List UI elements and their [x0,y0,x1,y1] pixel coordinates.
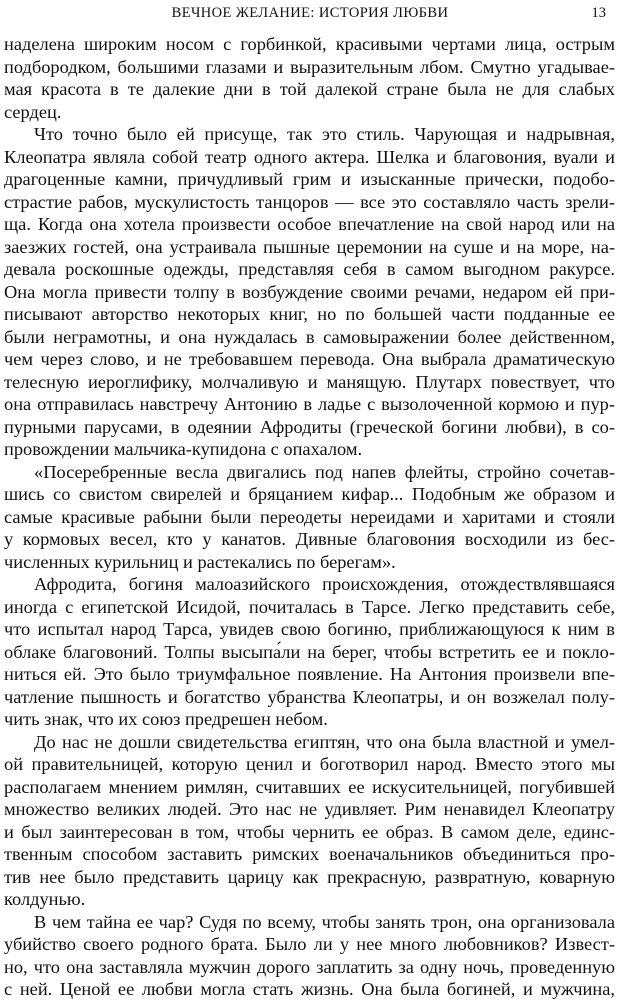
text-line: Афродита, богиня малоазийского происхождения, отождествлявшаяся [34,574,615,594]
text-line: твенным способом заставить римских военачальников объединиться про- [4,844,615,864]
text-line: были неграмотны, и она нуждалась в самовыражении более действенном, [4,326,615,347]
text-line: самые красивые рабыни были переодеты нереидами и харитами и стояли [4,506,615,527]
text-line: убийство своего родного брата. Было ли у нее много любовников? Извест- [4,934,615,954]
text-line: заезжих гостей, она устраивала пышные церемонии на суше и на море, на- [4,236,615,257]
text-line: множество великих людей. Это нас не удивляет. Рим ненавидел Клеопатру [4,799,615,819]
text-line: ой правительницей, которую ценил и боготворил народ. Вместо этого мы [4,754,615,774]
paragraph [4,123,615,461]
text-line: численных курильниц и растекались по берегам». [4,551,396,572]
text-line: иногда с египетской Исидой, почиталась в Тарсе. Легко представить себе, [4,596,615,617]
text-line: пурными парусами, в одеянии Афродиты (греческой богини любви), в со- [4,416,615,437]
text-line: страстие рабов, мускулистость танцоров — все это составляло часть зрели- [4,191,615,212]
body-text [4,33,615,1001]
text-line: что испытал народ Тарса, увидев свою богиню, приближающуюся к ним в [4,619,615,639]
text-line: драгоценные камни, причудливый грим и изысканные прически, подобо- [4,169,615,189]
text-line: тив нее было представить царицу как прекрасную, развратную, коварную [4,866,615,887]
text-line: сердец. [4,101,62,122]
text-line: девала роскошные одежды, представляя себя в самом выгодном ракурсе. [4,259,615,279]
text-line: До нас не дошли свидетельства египтян, что она была властной и умел- [34,731,615,752]
paragraph [4,911,615,1001]
text-line: наделена широким носом с горбинкой, красивыми чертами лица, острым [4,34,615,54]
text-line: подбородком, большими глазами и выразительным лбом. Смутно угадывае- [4,56,615,77]
paragraph [4,573,615,731]
text-line: чить знак, что их союз предрешен небом. [4,709,328,729]
running-head [0,3,620,25]
paragraph [4,731,615,911]
text-line: и был заинтересован в том, чтобы чернить ее образ. В самом деле, единс- [4,821,615,842]
text-line: она отправилась навстречу Антонию в ладье с вызолоченной кормою и пур- [4,394,615,414]
text-line: телесную иероглифику, молчаливую и манящую. Плутарх повествует, что [4,371,615,392]
running-title: ВЕЧНОЕ ЖЕЛАНИЕ: ИСТОРИЯ ЛЮБВИ [171,5,449,21]
text-line: чем через слово, и не требовавшем перевода. Она выбрала драматическую [4,349,615,369]
text-line: В чем тайна ее чар? Судя по всему, чтобы занять трон, она организовала [34,911,615,932]
text-line: «Посеребренные весла двигались под напев флейты, стройно сочетав- [34,461,615,482]
text-line: у кормовых весел, кто у канатов. Дивные благовония восходили из бес- [4,529,615,549]
text-line: Что точно было ей присуще, так это стиль. Чарующая и надрывная, [34,124,615,144]
text-line: располагаем мнением римлян, считавших ее искусительницей, погубившей [4,776,615,797]
text-line: облаке благовоний. Толпы высыпа́ли на берег, чтобы встретить ее и покло- [4,641,615,662]
text-line: писывают авторство некоторых книг, но по большей части подданные ее [4,304,615,324]
text-line: Она могла привести толпу в возбуждение своими речами, недаром ей при- [4,281,615,302]
page-number: 13 [591,5,606,21]
text-line: но, что она заставляла мужчин дорого заплатить за одну ночь, проведенную [4,956,615,977]
text-line: провождении мальчика-купидона с опахалом. [4,439,363,459]
text-line: мая красота в те далекие дни в той далекой стране была не для слабых [4,79,615,99]
text-line: ща. Когда она хотела произвести особое впечатление на свой народ или на [4,214,615,234]
paragraph [4,461,615,574]
text-line: чатление пышность и богатство убранства Клеопатры, и он возжелал полу- [4,686,615,707]
text-line: с ней. Ценой ее любви могла стать жизнь. Она была богиней, и мужчина, [4,979,615,999]
text-line: колдунью. [4,889,86,909]
paragraph [4,33,615,123]
text-line: шись со свистом свирелей и бряцанием кифар... Подобным же образом и [4,484,615,504]
text-line: Клеопатра являла собой театр одного актера. Шелка и благовония, вуали и [4,146,615,167]
text-line: ниться ей. Это было триумфальное появление. На Антония произвели впе- [4,664,615,684]
